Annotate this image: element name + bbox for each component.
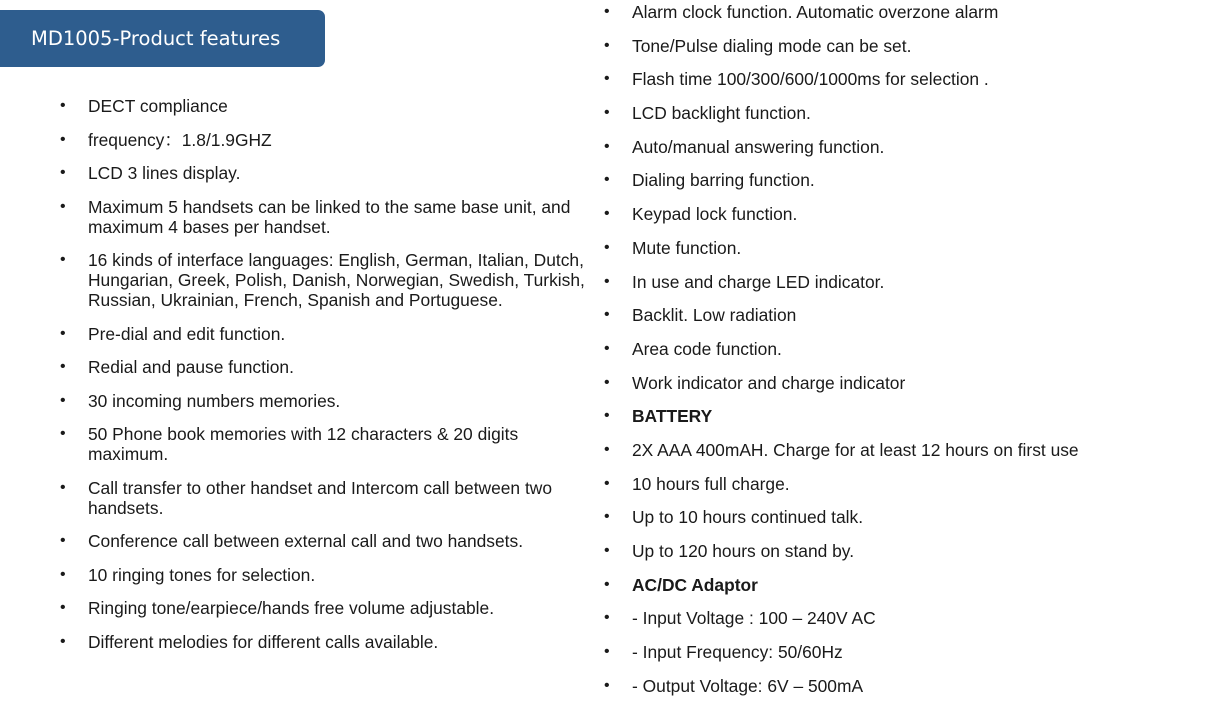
bullet-icon: •	[60, 130, 66, 148]
feature-item	[60, 632, 590, 652]
feature-text: 10 ringing tones for selection.	[88, 564, 316, 585]
feature-item	[604, 474, 1184, 494]
bullet-icon: •	[604, 609, 610, 627]
feature-item	[60, 424, 590, 464]
feature-text: AC/DC Adaptor	[632, 574, 758, 595]
feature-item	[604, 339, 1184, 359]
bullet-icon: •	[60, 599, 66, 616]
bullet-icon: •	[604, 542, 610, 559]
bullet-icon: •	[604, 440, 610, 458]
bullet-icon: •	[604, 70, 610, 88]
feature-text: BATTERY	[632, 406, 713, 427]
bullet-icon: •	[604, 238, 610, 256]
feature-text: 30 incoming numbers memories.	[88, 390, 341, 411]
feature-item	[604, 272, 1184, 292]
feature-item	[604, 541, 1184, 561]
feature-text: Auto/manual answering function.	[632, 136, 885, 157]
feature-text: LCD backlight function.	[632, 103, 811, 124]
bullet-icon: •	[604, 104, 610, 122]
feature-text: Alarm clock function. Automatic overzone alarm	[632, 2, 999, 22]
feature-text: Backlit. Low radiation	[632, 305, 797, 326]
feature-text: Mute function.	[632, 237, 742, 258]
feature-item	[60, 163, 590, 183]
feature-text: Flash time 100/300/600/1000ms for selection .	[632, 69, 989, 90]
section-heading-item	[604, 575, 1184, 595]
feature-item	[60, 478, 590, 518]
feature-item	[604, 676, 1184, 696]
feature-item	[604, 507, 1184, 527]
feature-text: frequency：1.8/1.9GHZ	[88, 129, 272, 150]
bullet-icon: •	[604, 272, 610, 290]
feature-item	[60, 531, 590, 551]
feature-item	[604, 642, 1184, 662]
feature-item	[604, 238, 1184, 258]
bullet-icon: •	[60, 324, 66, 342]
features-list-right	[604, 2, 1184, 709]
bullet-icon: •	[60, 425, 66, 442]
bullet-icon: •	[604, 36, 610, 54]
bullet-icon: •	[60, 251, 66, 268]
feature-item	[604, 608, 1184, 628]
feature-text: - Output Voltage: 6V – 500mA	[632, 675, 864, 696]
bullet-icon: •	[60, 391, 66, 409]
feature-text: Redial and pause function.	[88, 357, 294, 377]
feature-text: Keypad lock function.	[632, 204, 798, 225]
feature-item	[60, 357, 590, 377]
feature-text: LCD 3 lines display.	[88, 163, 241, 183]
feature-item	[60, 96, 590, 116]
bullet-icon: •	[604, 137, 610, 155]
feature-text: Conference call between external call and two handsets.	[88, 531, 524, 551]
bullet-icon: •	[604, 474, 610, 492]
feature-text: 50 Phone book memories with 12 characters & 20 digits maximum.	[88, 424, 519, 464]
bullet-icon: •	[604, 205, 610, 223]
feature-text: Work indicator and charge indicator	[632, 372, 906, 393]
feature-item	[60, 391, 590, 411]
feature-item	[60, 250, 590, 310]
feature-text: 2X AAA 400mAH. Charge for at least 12 hours on first use	[632, 439, 1079, 460]
feature-item	[60, 565, 590, 585]
feature-text: Tone/Pulse dialing mode can be set.	[632, 35, 912, 56]
feature-item	[604, 440, 1184, 460]
bullet-icon: •	[604, 407, 610, 425]
bullet-icon: •	[604, 643, 610, 661]
feature-text: Area code function.	[632, 338, 782, 359]
page-title: MD1005-Product features	[0, 10, 325, 67]
feature-text: Ringing tone/earpiece/hands free volume adjustable.	[88, 598, 495, 618]
bullet-icon: •	[60, 565, 66, 583]
feature-item	[604, 204, 1184, 224]
feature-text: - Input Voltage : 100 – 240V AC	[632, 608, 876, 629]
feature-text: Up to 120 hours on stand by.	[632, 541, 855, 561]
bullet-icon: •	[60, 97, 66, 114]
feature-item	[604, 69, 1184, 89]
bullet-icon: •	[604, 373, 610, 391]
feature-text: In use and charge LED indicator.	[632, 271, 885, 292]
feature-item	[604, 103, 1184, 123]
bullet-icon: •	[60, 197, 66, 215]
feature-item	[604, 36, 1184, 56]
bullet-icon: •	[604, 575, 610, 593]
feature-text: Up to 10 hours continued talk.	[632, 507, 864, 528]
feature-item	[604, 137, 1184, 157]
feature-item	[60, 324, 590, 344]
bullet-icon: •	[60, 532, 66, 549]
feature-item	[60, 197, 590, 237]
bullet-icon: •	[60, 478, 66, 496]
bullet-icon: •	[604, 676, 610, 694]
feature-text: DECT compliance	[88, 96, 228, 116]
section-heading-item	[604, 406, 1184, 426]
feature-text: - Input Frequency: 50/60Hz	[632, 642, 843, 663]
bullet-icon: •	[60, 632, 66, 650]
bullet-icon: •	[604, 508, 610, 526]
feature-item	[604, 2, 1184, 22]
feature-item	[604, 170, 1184, 190]
bullet-icon: •	[60, 358, 66, 375]
feature-item	[604, 305, 1184, 325]
feature-item	[604, 373, 1184, 393]
feature-text: Different melodies for different calls available.	[88, 631, 439, 652]
bullet-icon: •	[604, 3, 610, 20]
feature-text: Dialing barring function.	[632, 170, 815, 191]
bullet-icon: •	[604, 171, 610, 189]
features-list-left	[60, 96, 590, 665]
feature-text: Pre-dial and edit function.	[88, 323, 286, 344]
feature-item	[60, 598, 590, 618]
bullet-icon: •	[60, 164, 66, 181]
feature-item	[60, 130, 590, 150]
feature-text: 10 hours full charge.	[632, 473, 790, 494]
feature-text: 16 kinds of interface languages: English, German, Italian, Dutch, Hungarian, Greek, Polish, Danish, Norwegian, Swedish, Turkish, Russian, Ukrainian, French, Spanish and Portuguese.	[88, 250, 585, 310]
feature-text: Call transfer to other handset and Intercom call between two handsets.	[88, 477, 553, 518]
bullet-icon: •	[604, 339, 610, 357]
feature-text: Maximum 5 handsets can be linked to the same base unit, and maximum 4 bases per handset.	[88, 196, 571, 237]
bullet-icon: •	[604, 306, 610, 324]
